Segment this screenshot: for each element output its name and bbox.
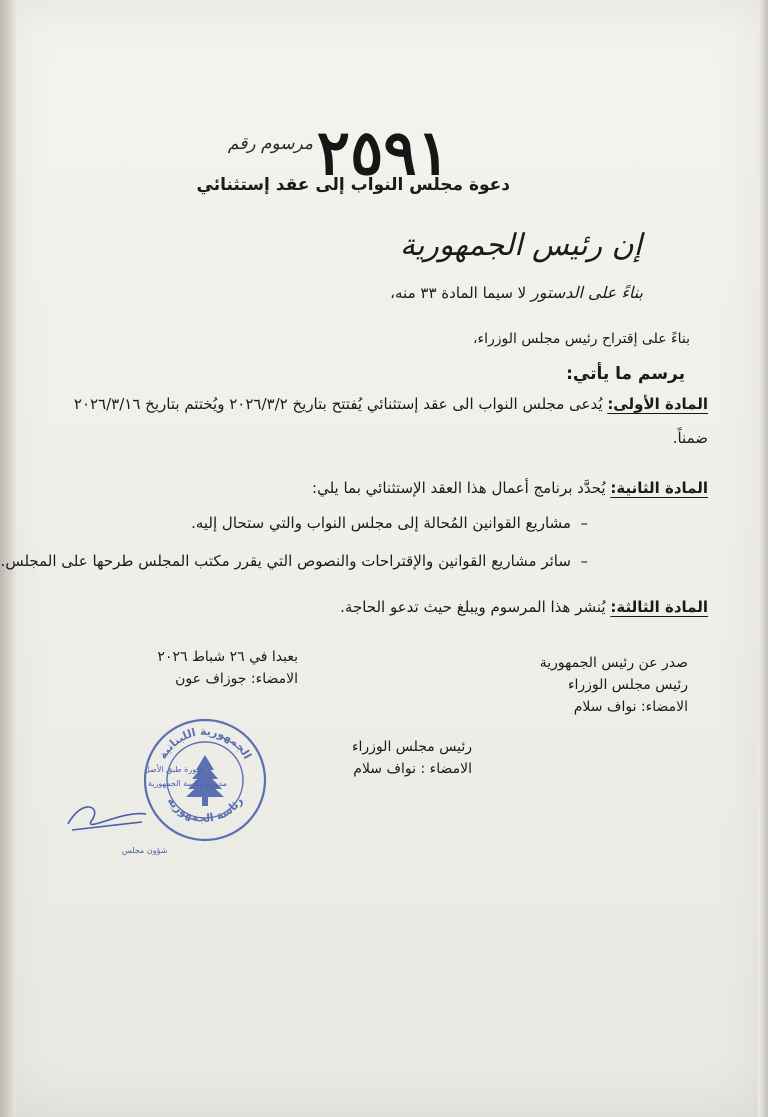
article-1-text: يُدعى مجلس النواب الى عقد إستثنائي يُفتتح بتاريخ ٢٠٢٦/٣/٢ ويُختتم بتاريخ ٢٠٢٦/٣/١٦ xyxy=(73,395,603,413)
article-1-continuation: ضمناً. xyxy=(672,429,708,447)
article-3 xyxy=(340,598,708,616)
decree-subject: دعوة مجلس النواب إلى عقد إستثنائي xyxy=(196,175,510,195)
stamp-bottom-text: رئاسة الجمهورية xyxy=(164,794,246,825)
signature-place-date: بعبدا في ٢٦ شباط ٢٠٢٦ xyxy=(157,649,298,665)
decree-label: مرسوم رقم xyxy=(227,134,313,154)
basis-constitution xyxy=(390,283,643,302)
bullet-dash: – xyxy=(570,514,588,532)
article-2-item-1 xyxy=(191,514,588,532)
article-1 xyxy=(74,395,708,413)
bullet-dash: – xyxy=(570,552,588,570)
article-2-item-1-text: مشاريع القوانين المُحالة إلى مجلس النواب والتي ستحال إليه. xyxy=(191,514,571,532)
article-3-text: يُنشر هذا المرسوم ويبلغ حيث تدعو الحاجة. xyxy=(340,598,606,616)
decrees-heading: يرسم ما يأتي: xyxy=(566,364,685,384)
handwritten-note xyxy=(62,758,227,858)
note-line-1: صورة طبق الأصل xyxy=(144,765,204,774)
article-2-item-2 xyxy=(1,552,588,570)
note-line-2: مديرية رئاسة الجمهورية xyxy=(148,779,227,788)
article-2-title: المادة الثانية: xyxy=(610,479,708,497)
signature-pm-name-2: الامضاء : نواف سلام xyxy=(353,761,472,777)
signature-pm-title-2: رئيس مجلس الوزراء xyxy=(351,739,472,755)
stamp-top-text: الجمهورية اللبنانية xyxy=(156,724,254,762)
basis-constitution-suffix: لا سيما المادة ٣٣ منه، xyxy=(390,284,527,302)
president-heading: إن رئيس الجمهورية xyxy=(399,228,642,263)
basis-proposal: بناءً على إقتراح رئيس مجلس الوزراء، xyxy=(473,331,690,347)
basis-constitution-prefix: بناءً على الدستور xyxy=(531,283,643,302)
article-1-title: المادة الأولى: xyxy=(607,395,708,413)
signature-president-name: الامضاء: جوزاف عون xyxy=(175,671,298,687)
decree-number: ٢٥٩١ xyxy=(316,116,450,189)
note-line-3: شؤون مجلس xyxy=(122,846,168,855)
signature-pm-name: الامضاء: نواف سلام xyxy=(573,699,688,715)
signature-president xyxy=(157,646,298,690)
article-2-item-2-text: سائر مشاريع القوانين والإقتراحات والنصوص التي يقرر مكتب المجلس طرحها على المجلس. xyxy=(0,552,571,570)
article-2-text: يُحدَّد برنامج أعمال هذا العقد الإستثنائي بما يلي: xyxy=(312,479,606,497)
article-3-title: المادة الثالثة: xyxy=(610,598,708,616)
article-2 xyxy=(312,479,708,497)
signature-issued-line: صدر عن رئيس الجمهورية xyxy=(539,655,688,671)
signature-prime-minister xyxy=(352,736,472,780)
scan-edge-right xyxy=(758,0,768,1117)
signature-scribble xyxy=(68,807,146,830)
signature-pm-title: رئيس مجلس الوزراء xyxy=(567,677,688,693)
signature-issued-by xyxy=(540,652,688,718)
